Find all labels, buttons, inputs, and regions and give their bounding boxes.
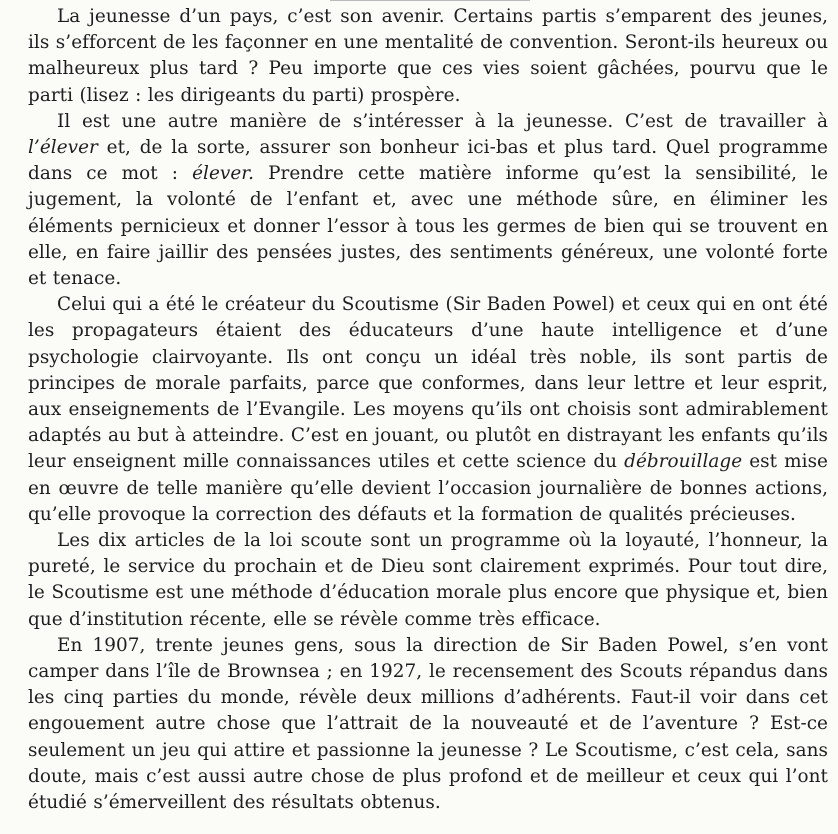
paragraph-2-italic-elever: l’élever: [28, 137, 98, 159]
paragraph-3: [28, 292, 828, 528]
paragraph-3-text-a: Celui qui a été le créateur du Scoutisme (Sir Baden Powel) et ceux qui en ont été les propagateurs étaient des éducateurs d’une haute intelligence et d’une psychologie clairvoyante. Ils ont conçu un idéal très noble, ils sont partis de principes de morale parfaits, parce que conformes, dans leur lettre et leur esprit, aux enseignements de l’Evangile. Les moyens qu’ils ont choisis sont admirablement adaptés au but à atteindre. C’est en jouant, ou plutôt en distrayant les enfants qu’ils leur enseignent mille connaissances utiles et cette science du: [28, 294, 828, 473]
paragraph-5: [28, 633, 828, 816]
paragraph-3-italic-debrouillage: débrouillage: [624, 451, 743, 473]
paragraph-2-text-c: Prendre cette matière informe qu’est la sensibilité, le jugement, la volonté de l’enfant et, avec une méthode sûre, en éliminer les éléments pernicieux et donner l’essor à tous les germes de bien qui se trouvent en elle, en faire jaillir des pensées justes, des sentiments généreux, une volonté forte et tenace.: [28, 163, 828, 290]
paragraph-2-text-a: Il est une autre manière de s’intéresser à la jeunesse. C’est de travailler à: [57, 110, 828, 132]
paragraph-2: [28, 109, 828, 292]
paragraph-4-text: Les dix articles de la loi scoute sont un programme où la loyauté, l’honneur, la pureté, le service du prochain et de Dieu sont clairement exprimés. Pour tout dire, le Scoutisme est une méthode d’éducation morale plus encore que physique et, bien que d’institution récente, elle se révèle comme très efficace.: [28, 530, 828, 630]
paragraph-1: [28, 4, 828, 109]
paragraph-3-text-b: est mise en œuvre de telle manière qu’elle devient l’occasion journalière de bonnes actions, qu’elle provoque la correction des défauts et la formation de qualités précieuses.: [28, 451, 828, 525]
paragraph-2-italic-elever-2: élever.: [192, 163, 255, 185]
paragraph-2-text-b: et, de la sorte, assurer son bonheur ici-bas et plus tard. Quel programme dans ce mot :: [28, 137, 828, 185]
paragraph-5-text: En 1907, trente jeunes gens, sous la direction de Sir Baden Powel, s’en vont camper dans l’île de Brownsea ; en 1927, le recensement des Scouts répandus dans les cinq parties du monde, révèle deux millions d’adhérents. Faut-il voir dans cet engouement autre chose que l’attrait de la nouveauté et de l’aventure ? Est-ce seulement un jeu qui attire et passionne la jeunesse ? Le Scoutisme, c’est cela, sans doute, mais c’est aussi autre chose de plus profond et de meilleur et ceux qui l’ont étudié s’émerveillent des résultats obtenus.: [28, 634, 828, 814]
paragraph-4: [28, 528, 828, 633]
paragraph-1-text: La jeunesse d’un pays, c’est son avenir. Certains partis s’emparent des jeunes, ils s’efforcent de les façonner en une mentalité de convention. Seront-ils heureux ou malheureux plus tard ? Peu importe que ces vies soient gâchées, pourvu que le parti (lisez : les dirigeants du parti) prospère.: [28, 6, 828, 106]
